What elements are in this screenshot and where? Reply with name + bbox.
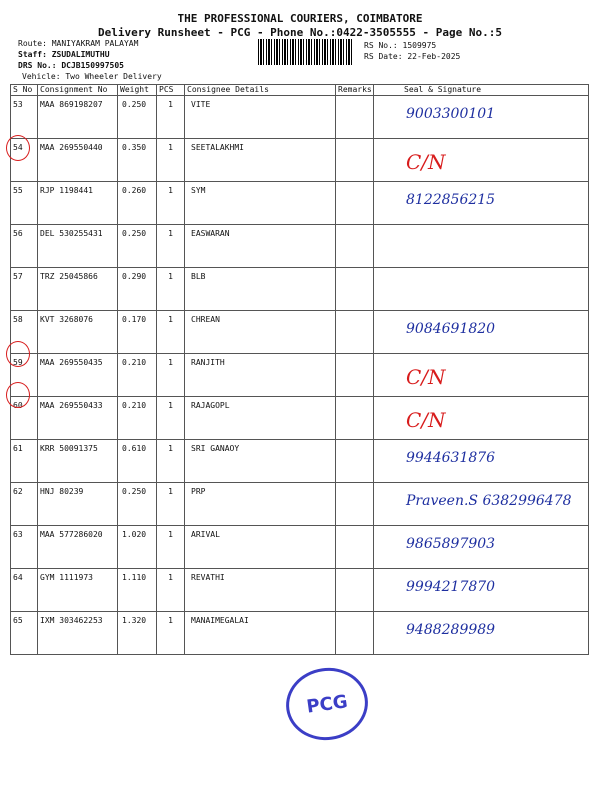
table-row bbox=[11, 182, 589, 225]
cell-signature bbox=[374, 612, 589, 655]
handwritten-signature: Praveen.S 6382996478 bbox=[406, 493, 572, 509]
rs-date: RS Date: 22-Feb-2025 bbox=[364, 52, 461, 61]
cell-sno: 58 bbox=[11, 311, 38, 354]
cell-weight: 1.020 bbox=[118, 526, 157, 569]
cell-pcs: 1 bbox=[157, 96, 185, 139]
cell-consignment: HNJ 80239 bbox=[38, 483, 118, 526]
cell-weight: 1.320 bbox=[118, 612, 157, 655]
handwritten-signature: 9084691820 bbox=[406, 321, 496, 337]
cell-consignment: MAA 869198207 bbox=[38, 96, 118, 139]
col-pcs: PCS bbox=[157, 85, 185, 96]
cell-remarks bbox=[336, 354, 374, 397]
handwritten-signature: 9488289989 bbox=[406, 622, 496, 638]
cn-mark: C/N bbox=[406, 150, 446, 174]
cell-consignment: TRZ 25045866 bbox=[38, 268, 118, 311]
vehicle-label: Vehicle: Two Wheeler Delivery bbox=[22, 72, 162, 81]
cell-remarks bbox=[336, 569, 374, 612]
table-row bbox=[11, 440, 589, 483]
cell-consignment: MAA 269550433 bbox=[38, 397, 118, 440]
cell-consignee: SYM bbox=[185, 182, 336, 225]
cell-pcs: 1 bbox=[157, 440, 185, 483]
cell-pcs: 1 bbox=[157, 526, 185, 569]
cell-weight: 0.350 bbox=[118, 139, 157, 182]
cn-mark: C/N bbox=[406, 408, 446, 432]
cell-consignee: BLB bbox=[185, 268, 336, 311]
red-circle-mark bbox=[6, 135, 30, 161]
cell-consignment: MAA 269550435 bbox=[38, 354, 118, 397]
table-row bbox=[11, 139, 589, 182]
cn-mark: C/N bbox=[406, 365, 446, 389]
cell-weight: 0.290 bbox=[118, 268, 157, 311]
handwritten-signature: 8122856215 bbox=[406, 192, 496, 208]
rs-number: RS No.: 1509975 bbox=[364, 41, 437, 50]
cell-weight: 0.170 bbox=[118, 311, 157, 354]
cell-weight: 0.210 bbox=[118, 397, 157, 440]
staff-label: Staff: ZSUDALIMUTHU bbox=[18, 50, 110, 59]
cell-pcs: 1 bbox=[157, 311, 185, 354]
cell-pcs: 1 bbox=[157, 483, 185, 526]
cell-weight: 0.250 bbox=[118, 96, 157, 139]
handwritten-signature: 9865897903 bbox=[406, 536, 496, 552]
table-row bbox=[11, 526, 589, 569]
cell-signature bbox=[374, 96, 589, 139]
cell-consignment: MAA 577286020 bbox=[38, 526, 118, 569]
cell-remarks bbox=[336, 268, 374, 311]
table-row bbox=[11, 397, 589, 440]
handwritten-signature: 9003300101 bbox=[406, 106, 496, 122]
cell-sno: 57 bbox=[11, 268, 38, 311]
cell-sno: 61 bbox=[11, 440, 38, 483]
cell-sno: 63 bbox=[11, 526, 38, 569]
cell-signature bbox=[374, 182, 589, 225]
cell-consignment: KVT 3268076 bbox=[38, 311, 118, 354]
cell-sno: 55 bbox=[11, 182, 38, 225]
cell-consignee: PRP bbox=[185, 483, 336, 526]
col-weight: Weight bbox=[118, 85, 157, 96]
cell-signature bbox=[374, 440, 589, 483]
cell-consignee: EASWARAN bbox=[185, 225, 336, 268]
cell-weight: 0.260 bbox=[118, 182, 157, 225]
red-circle-mark bbox=[6, 341, 30, 367]
cell-remarks bbox=[336, 311, 374, 354]
table-row bbox=[11, 96, 589, 139]
barcode bbox=[258, 39, 353, 65]
handwritten-signature: 9944631876 bbox=[406, 450, 496, 466]
cell-signature bbox=[374, 569, 589, 612]
route-label: Route: MANIYAKRAM PALAYAM bbox=[18, 39, 139, 48]
cell-consignment: MAA 269550440 bbox=[38, 139, 118, 182]
cell-signature bbox=[374, 311, 589, 354]
cell-remarks bbox=[336, 397, 374, 440]
cell-consignee: SEETALAKHMI bbox=[185, 139, 336, 182]
cell-signature bbox=[374, 268, 589, 311]
cell-signature bbox=[374, 139, 589, 182]
table-header-row bbox=[11, 85, 589, 96]
cell-remarks bbox=[336, 182, 374, 225]
cell-pcs: 1 bbox=[157, 139, 185, 182]
runsheet-table bbox=[10, 84, 589, 655]
cell-pcs: 1 bbox=[157, 569, 185, 612]
cell-consignee: CHREAN bbox=[185, 311, 336, 354]
col-seal-signature: Seal & Signature bbox=[374, 85, 589, 96]
col-consignee: Consignee Details bbox=[185, 85, 336, 96]
col-remarks: Remarks bbox=[336, 85, 374, 96]
cell-pcs: 1 bbox=[157, 354, 185, 397]
cell-pcs: 1 bbox=[157, 397, 185, 440]
cell-signature bbox=[374, 526, 589, 569]
cell-consignee: MANAIMEGALAI bbox=[185, 612, 336, 655]
pcg-stamp: PCG bbox=[281, 663, 372, 746]
cell-sno: 60 bbox=[11, 397, 38, 440]
table-row bbox=[11, 225, 589, 268]
handwritten-signature: 9994217870 bbox=[406, 579, 496, 595]
cell-sno: 65 bbox=[11, 612, 38, 655]
cell-remarks bbox=[336, 96, 374, 139]
cell-sno: 54 bbox=[11, 139, 38, 182]
cell-weight: 0.610 bbox=[118, 440, 157, 483]
col-consignment: Consignment No bbox=[38, 85, 118, 96]
cell-consignee: RANJITH bbox=[185, 354, 336, 397]
cell-consignment: DEL 530255431 bbox=[38, 225, 118, 268]
cell-weight: 0.250 bbox=[118, 483, 157, 526]
cell-consignment: RJP 1198441 bbox=[38, 182, 118, 225]
cell-consignee: VITE bbox=[185, 96, 336, 139]
company-title: THE PROFESSIONAL COURIERS, COIMBATORE bbox=[177, 12, 423, 25]
drs-label: DRS No.: DCJB150997505 bbox=[18, 61, 124, 70]
cell-weight: 0.210 bbox=[118, 354, 157, 397]
cell-remarks bbox=[336, 225, 374, 268]
cell-sno: 59 bbox=[11, 354, 38, 397]
cell-remarks bbox=[336, 526, 374, 569]
col-sno: S No bbox=[11, 85, 38, 96]
cell-weight: 1.110 bbox=[118, 569, 157, 612]
cell-consignment: GYM 1111973 bbox=[38, 569, 118, 612]
cell-remarks bbox=[336, 612, 374, 655]
red-circle-mark bbox=[6, 382, 30, 408]
cell-remarks bbox=[336, 139, 374, 182]
table-row bbox=[11, 268, 589, 311]
cell-pcs: 1 bbox=[157, 225, 185, 268]
cell-signature bbox=[374, 397, 589, 440]
table-row bbox=[11, 569, 589, 612]
cell-pcs: 1 bbox=[157, 612, 185, 655]
cell-sno: 64 bbox=[11, 569, 38, 612]
cell-weight: 0.250 bbox=[118, 225, 157, 268]
cell-pcs: 1 bbox=[157, 268, 185, 311]
table-row bbox=[11, 612, 589, 655]
cell-consignment: KRR 50091375 bbox=[38, 440, 118, 483]
table-row bbox=[11, 354, 589, 397]
table-row bbox=[11, 311, 589, 354]
cell-consignment: IXM 303462253 bbox=[38, 612, 118, 655]
cell-sno: 62 bbox=[11, 483, 38, 526]
cell-consignee: ARIVAL bbox=[185, 526, 336, 569]
cell-consignee: REVATHI bbox=[185, 569, 336, 612]
cell-sno: 56 bbox=[11, 225, 38, 268]
cell-signature bbox=[374, 483, 589, 526]
table-row bbox=[11, 483, 589, 526]
cell-pcs: 1 bbox=[157, 182, 185, 225]
runsheet-subtitle: Delivery Runsheet - PCG - Phone No.:0422-3505555 - Page No.:5 bbox=[98, 26, 502, 39]
cell-signature bbox=[374, 354, 589, 397]
cell-signature bbox=[374, 225, 589, 268]
cell-sno: 53 bbox=[11, 96, 38, 139]
cell-remarks bbox=[336, 483, 374, 526]
cell-remarks bbox=[336, 440, 374, 483]
cell-consignee: SRI GANAOY bbox=[185, 440, 336, 483]
cell-consignee: RAJAGOPL bbox=[185, 397, 336, 440]
